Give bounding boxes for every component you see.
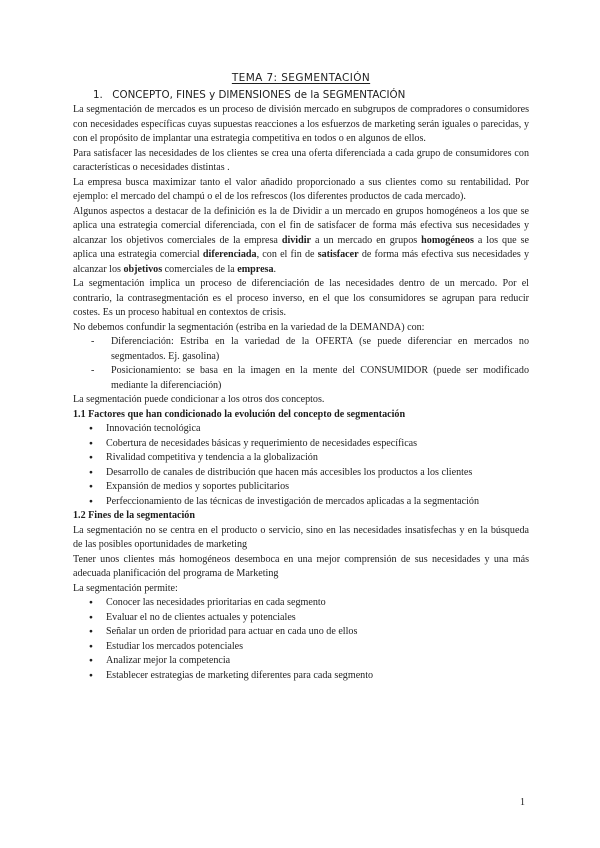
text-run: , con el fin de (256, 249, 318, 260)
paragraph-fines-2: Tener unos clientes más homogéneos desemboca en una mejor comprensión de sus necesidades y una más adecuada planificación del programa de Marketing (73, 553, 529, 579)
document-page (73, 70, 529, 683)
list-item: ● Establecer estrategias de marketing diferentes para cada segmento (89, 669, 529, 684)
section-heading-1 (93, 88, 529, 102)
paragraph-countersegmentation: La segmentación implica un proceso de diferenciación de las necesidades dentro de un mercado. Por el contrario, la contrasegmentación es el proceso inverso, en el que los consumidores se agrupan para reducir costes. Es un proceso habitual en contextos de crisis. (73, 278, 529, 318)
list-item: ● Cobertura de necesidades básicas y requerimiento de necesidades específicas (89, 437, 529, 452)
text-run: a los que se aplica una estrategia comercial (73, 234, 529, 260)
bold-term: satisfacer (317, 249, 359, 260)
dash-list (73, 335, 529, 393)
paragraph-condition: La segmentación puede condicionar a los otros dos conceptos. (73, 394, 325, 405)
section-heading-text: CONCEPTO, FINES y DIMENSIONES de la SEGMENTACIÓN (112, 89, 406, 101)
paragraph-not-confuse: No debemos confundir la segmentación (estriba en la variedad de la DEMANDA) con: (73, 321, 425, 333)
paragraph-maximize-value: La empresa busca maximizar tanto el valor añadido proporcionado a sus clientes como su rentabilidad. Por ejemplo: el mercado del champú o el de los refrescos (los diferentes productos de cada mercado). (73, 176, 529, 202)
list-item: ● Analizar mejor la competencia (89, 654, 529, 669)
page-number: 1 (520, 797, 525, 808)
list-item: ● Innovación tecnológica (89, 422, 529, 437)
list-item: ● Conocer las necesidades prioritarias en cada segmento (89, 596, 529, 611)
text-run: Algunos aspectos a destacar de la definición es la de Dividir a un mercado en grupos homogéneos a los que se aplica una estrategia comercial diferenciada, con el fin de satisfacer de forma más efectiva sus necesidades y alcanzar los objetivos comerciales de la empresa (73, 205, 529, 246)
text-run: de forma más efectiva sus necesidades y alcanzar los (73, 249, 529, 275)
bold-term: empresa (237, 263, 274, 275)
subsection-heading-1-2: 1.2 Fines de la segmentación (73, 510, 195, 521)
list-item: ● Expansión de medios y soportes publicitarios (89, 480, 529, 495)
paragraph-aspects (73, 205, 529, 278)
section-number: 1. (93, 89, 103, 101)
list-item: ● Evaluar el no de clientes actuales y potenciales (89, 611, 529, 626)
list-item: - Posicionamiento: se basa en la imagen en la mente del CONSUMIDOR (puede ser modificado mediante la diferenciación) (91, 364, 529, 393)
list-item: ● Señalar un orden de prioridad para actuar en cada uno de ellos (89, 625, 529, 640)
subsection-heading-1-1: 1.1 Factores que han condicionado la evolución del concepto de segmentación (73, 408, 406, 420)
text-run: a un mercado en grupos (311, 234, 422, 246)
document-title: TEMA 7: SEGMENTACIÓN (231, 72, 371, 84)
factors-list (73, 422, 529, 509)
bold-term: homogéneos (421, 234, 474, 246)
paragraph-fines-3: La segmentación permite: (73, 582, 178, 594)
permits-list (73, 596, 529, 683)
list-item: ● Rivalidad competitiva y tendencia a la globalización (89, 451, 529, 466)
list-item: - Diferenciación: Estriba en la variedad de la OFERTA (se puede diferenciar en mercados no segmentados. Ej. gasolina) (91, 335, 529, 364)
paragraph-definition: La segmentación de mercados es un proceso de división mercado en subgrupos de compradores o consumidores con necesidades específicas cuyas supuestas reacciones a los esfuerzos de marketing serán iguales o parecidas, y con el propósito de implantar una estrategia competitiva en todos o en algunos de ellos. (73, 104, 529, 144)
list-item: ● Desarrollo de canales de distribución que hacen más accesibles los productos a los clientes (89, 466, 529, 481)
list-item: ● Perfeccionamiento de las técnicas de investigación de mercados aplicadas a la segmentación (89, 495, 529, 510)
list-item: ● Estudiar los mercados potenciales (89, 640, 529, 655)
paragraph-fines-1: La segmentación no se centra en el producto o servicio, sino en las necesidades insatisfechas y en la búsqueda de las posibles oportunidades de marketing (73, 524, 529, 550)
bold-term: dividir (281, 234, 311, 246)
bold-term: objetivos (123, 263, 163, 275)
text-run: . (273, 263, 277, 275)
paragraph-satisfy-needs: Para satisfacer las necesidades de los clientes se crea una oferta diferenciada a cada grupo de consumidores con características o necesidades distintas . (73, 147, 529, 173)
bold-term: diferenciada (202, 249, 257, 260)
text-run: comerciales de la (162, 263, 238, 275)
